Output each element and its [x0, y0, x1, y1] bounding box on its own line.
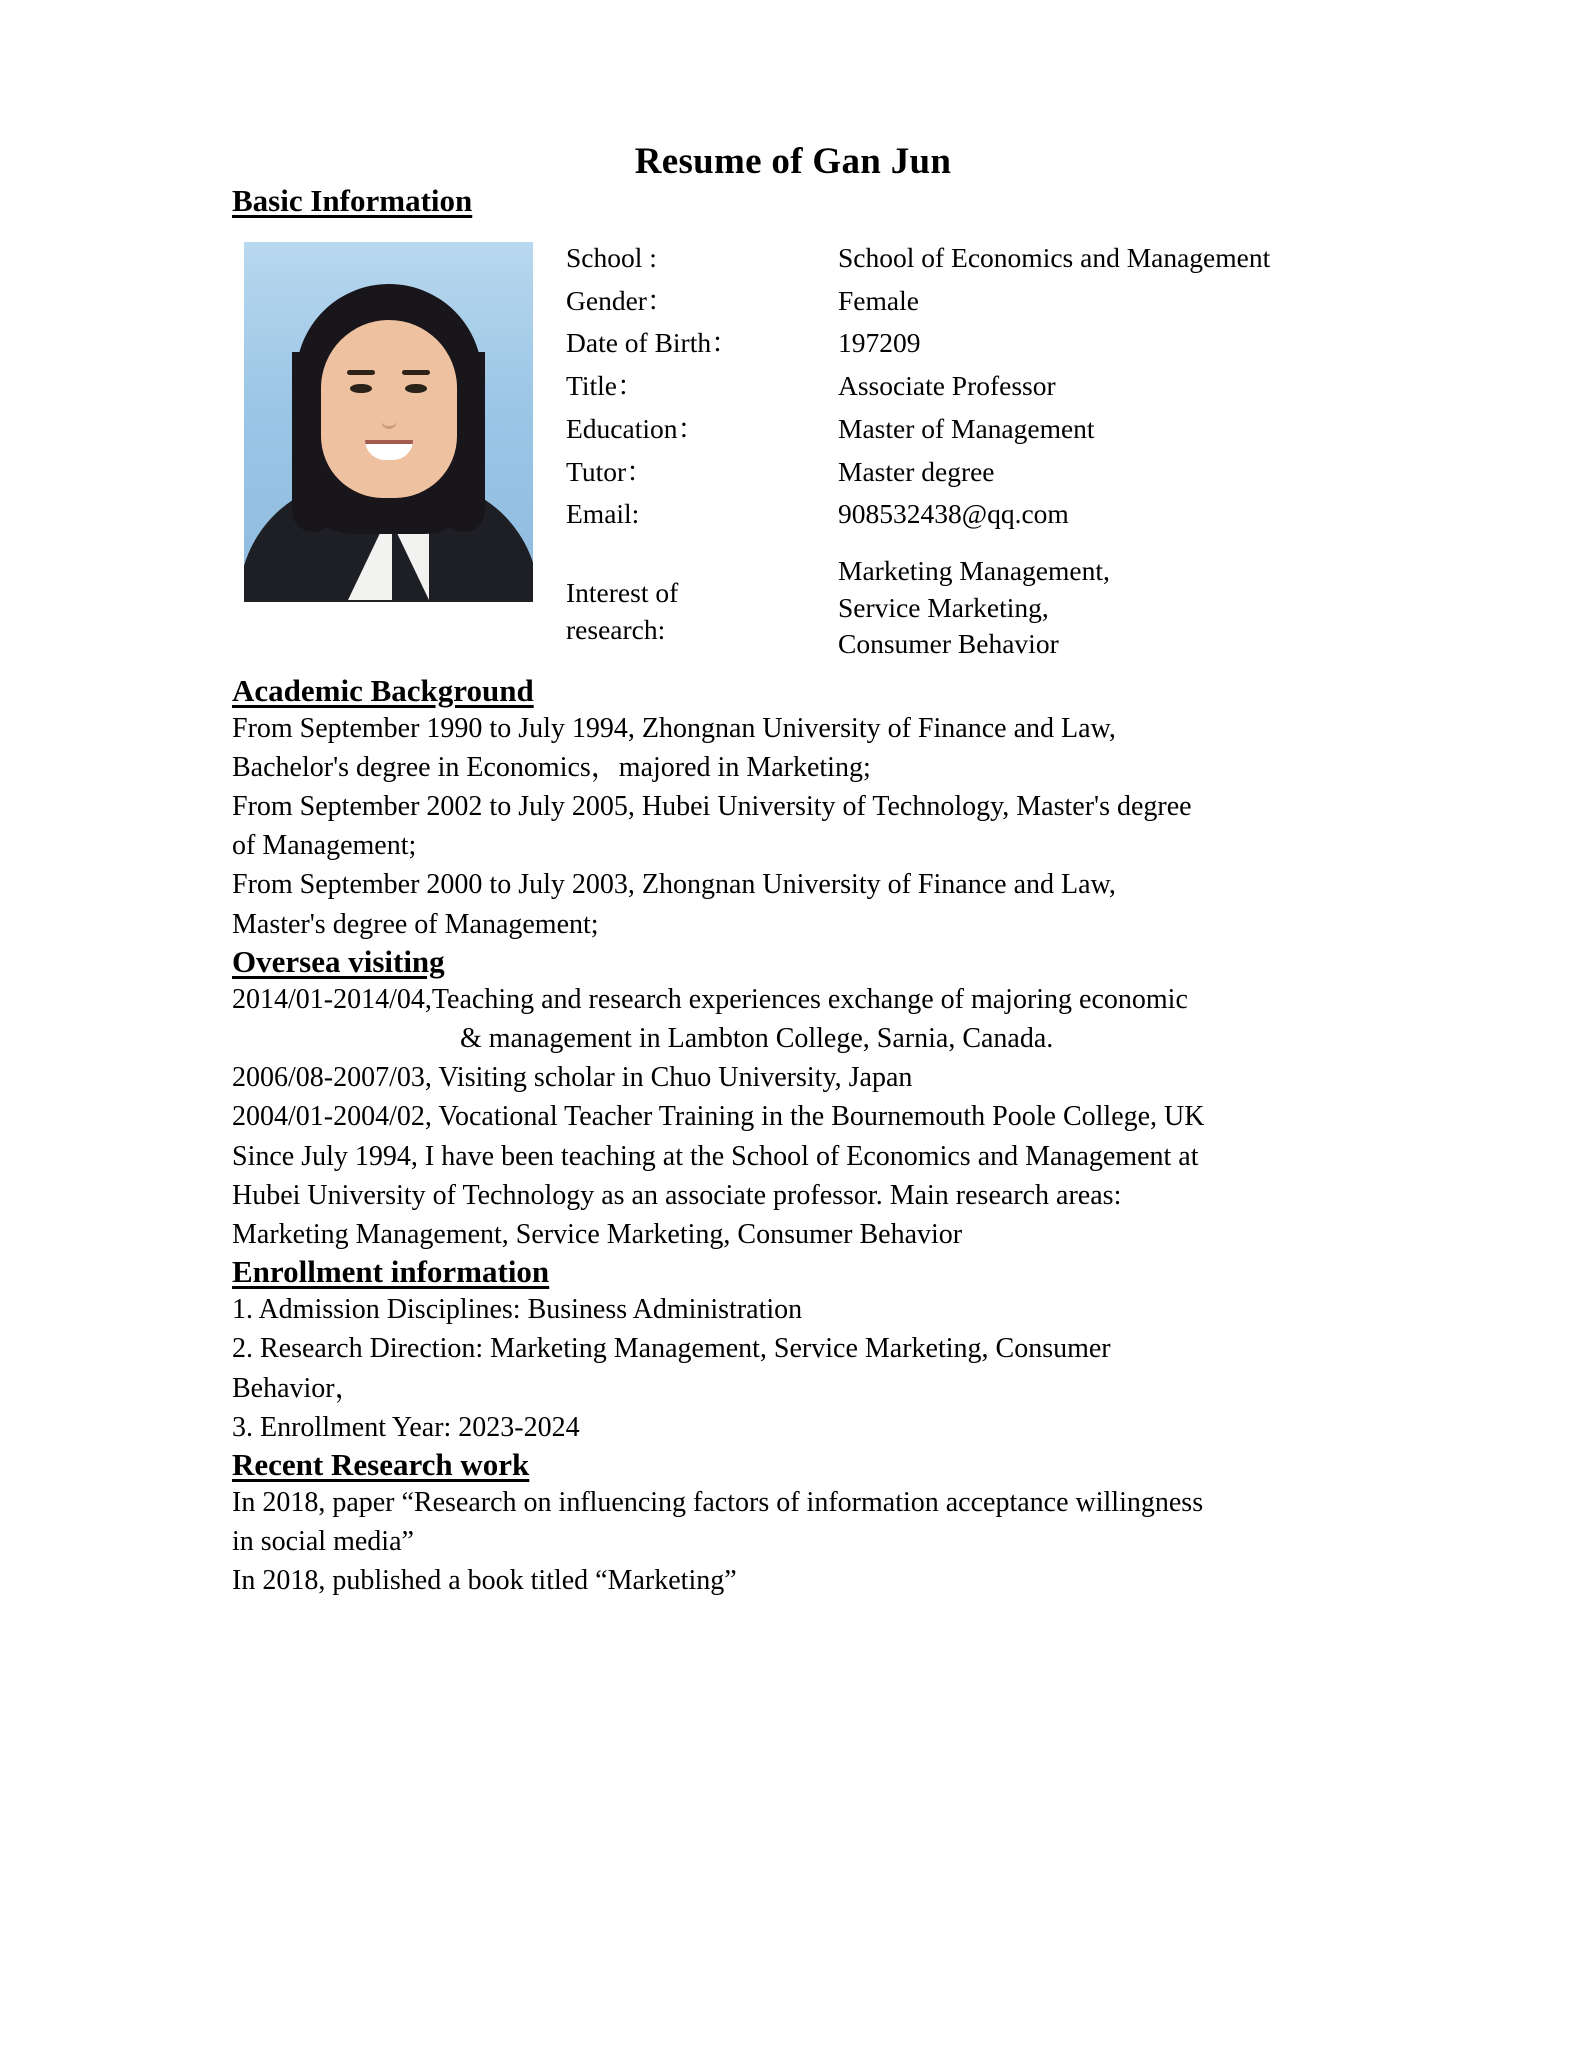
- field-value-title: Associate Professor: [838, 370, 1056, 402]
- interest-label-line-2: research:: [566, 613, 666, 645]
- academic-line-3: From September 2002 to July 2005, Hubei University of Technology, Master's degree: [232, 791, 1192, 823]
- oversea-line-4: 2004/01-2004/02, Vocational Teacher Training in the Bournemouth Poole College, UK: [232, 1101, 1205, 1133]
- field-label-tutor: Tutor：: [566, 455, 654, 487]
- field-label-email: Email:: [566, 498, 640, 530]
- interest-label-line-1: Interest of: [566, 577, 679, 609]
- field-label-date-of-birth: Date of Birth：: [566, 327, 739, 359]
- since-line-2: Hubei University of Technology as an associate professor. Main research areas:: [232, 1179, 1122, 1211]
- interest-value-line-1: Marketing Management,: [838, 555, 1110, 587]
- since-line-1: Since July 1994, I have been teaching at the School of Economics and Management at: [232, 1140, 1199, 1172]
- table-row: [566, 370, 1270, 413]
- recent-line-2: in social media”: [232, 1526, 414, 1558]
- field-value-tutor: Master degree: [838, 455, 995, 487]
- enrollment-line-4: 3. Enrollment Year: 2023-2024: [232, 1411, 580, 1443]
- field-label-school: School :: [566, 242, 657, 273]
- oversea-visiting-text: [232, 980, 1354, 1137]
- academic-line-1: From September 1990 to July 1994, Zhongnan University of Finance and Law,: [232, 712, 1116, 744]
- since-line-3: Marketing Management, Service Marketing, Consumer Behavior: [232, 1218, 963, 1250]
- oversea-line-2: & management in Lambton College, Sarnia, Canada.: [460, 1023, 1054, 1055]
- photo-face: [321, 320, 457, 498]
- basic-information-table: [566, 242, 1270, 673]
- academic-line-6: Master's degree of Management;: [232, 908, 599, 940]
- field-value-date-of-birth: 197209: [838, 327, 921, 359]
- portrait-photo: [244, 242, 533, 602]
- teaching-summary-text: [232, 1137, 1354, 1255]
- interest-value-line-3: Consumer Behavior: [838, 628, 1059, 660]
- academic-line-5: From September 2000 to July 2003, Zhongnan University of Finance and Law,: [232, 869, 1116, 901]
- section-heading-enrollment-information: Enrollment information: [232, 1254, 550, 1290]
- interest-value-line-2: Service Marketing,: [838, 591, 1049, 623]
- enrollment-line-2: 2. Research Direction: Marketing Management, Service Marketing, Consumer: [232, 1333, 1111, 1365]
- table-row: [566, 413, 1270, 456]
- photo-eyebrow-right: [402, 370, 430, 375]
- photo-nose: [381, 410, 397, 429]
- field-label-interest-of-research: [566, 541, 838, 673]
- field-label-title: Title：: [566, 370, 645, 402]
- recent-research-work-text: [232, 1483, 1354, 1601]
- section-heading-academic-background: Academic Background: [232, 672, 534, 708]
- photo-container: [232, 242, 535, 602]
- enrollment-line-3: Behavior，: [232, 1372, 363, 1404]
- section-heading-oversea-visiting: Oversea visiting: [232, 943, 445, 979]
- academic-line-2: Bachelor's degree in Economics，majored in Marketing;: [232, 751, 871, 783]
- field-value-interest-of-research: [838, 541, 1270, 673]
- recent-line-1: In 2018, paper “Research on influencing factors of information acceptance willingness: [232, 1486, 1204, 1518]
- section-heading-recent-research-work: Recent Research work: [232, 1446, 530, 1482]
- page-title: Resume of Gan Jun: [634, 141, 952, 182]
- academic-background-text: [232, 709, 1354, 944]
- enrollment-information-text: [232, 1290, 1354, 1447]
- field-value-school: School of Economics and Management: [838, 242, 1271, 273]
- photo-eye-left: [350, 384, 372, 393]
- table-row: [566, 456, 1270, 499]
- enrollment-line-1: 1. Admission Disciplines: Business Administration: [232, 1294, 803, 1326]
- section-heading-basic-information: Basic Information: [232, 183, 473, 218]
- oversea-line-3: 2006/08-2007/03, Visiting scholar in Chuo University, Japan: [232, 1062, 913, 1094]
- field-value-email: 908532438@qq.com: [838, 498, 1069, 530]
- table-row: [566, 327, 1270, 370]
- photo-eyebrow-left: [347, 370, 375, 375]
- table-row: [566, 285, 1270, 328]
- field-value-education: Master of Management: [838, 412, 1095, 444]
- table-row: [566, 498, 1270, 541]
- oversea-line-1: 2014/01-2014/04,Teaching and research experiences exchange of majoring economic: [232, 983, 1188, 1015]
- field-label-education: Education：: [566, 412, 705, 444]
- table-row: [566, 242, 1270, 285]
- basic-information-block: [232, 242, 1354, 673]
- academic-line-4: of Management;: [232, 830, 417, 862]
- recent-line-3: In 2018, published a book titled “Marketing”: [232, 1565, 737, 1597]
- photo-eye-right: [405, 384, 427, 393]
- field-value-gender: Female: [838, 284, 919, 316]
- field-label-gender: Gender：: [566, 284, 675, 316]
- table-row: [566, 541, 1270, 673]
